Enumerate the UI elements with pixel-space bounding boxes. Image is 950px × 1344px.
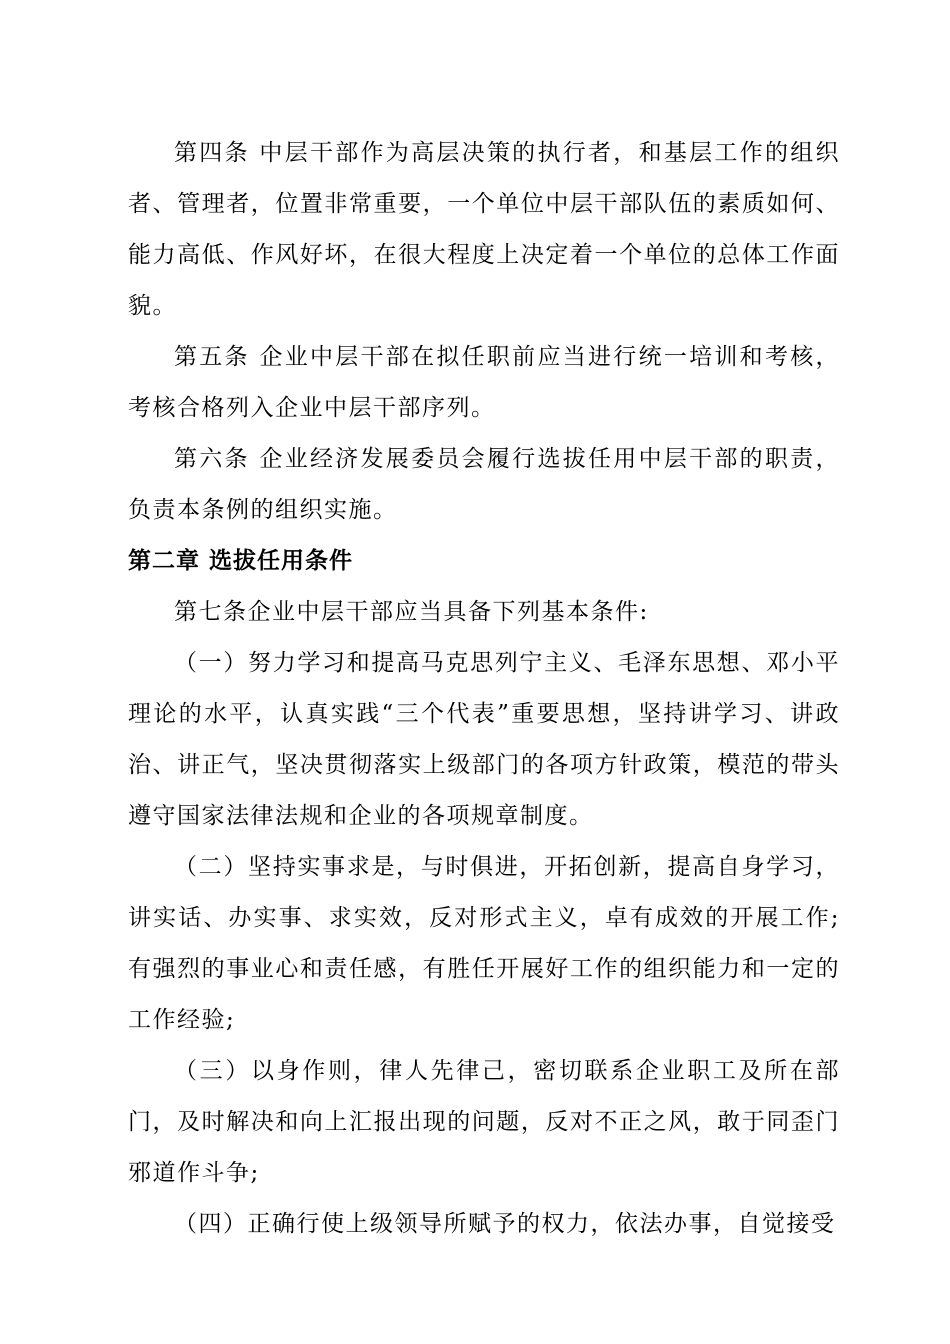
condition-1-paragraph: （一）努力学习和提高马克思列宁主义、毛泽东思想、邓小平理论的水平，认真实践“三个代表”重要思想，坚持讲学习、讲政治、讲正气，坚决贯彻落实上级部门的各项方针政策，模范的带头遵守国家法律法规和企业的各项规章制度。 [128,650,840,829]
document-body [128,128,840,1250]
condition-3-paragraph: （三）以身作则，律人先律己，密切联系企业职工及所在部门，及时解决和向上汇报出现的问题，反对不正之风，敢于同歪门邪道作斗争; [128,1058,840,1186]
condition-4-paragraph: （四）正确行使上级领导所赋予的权力，依法办事，自觉接受 [174,1211,836,1237]
article-6-paragraph: 第六条 企业经济发展委员会履行选拔任用中层干部的职责，负责本条例的组织实施。 [128,446,840,523]
article-5-paragraph: 第五条 企业中层干部在拟任职前应当进行统一培训和考核，考核合格列入企业中层干部序列。 [128,344,840,421]
article-7-paragraph: 第七条企业中层干部应当具备下列基本条件: [174,599,649,625]
condition-2-paragraph: （二）坚持实事求是，与时俱进，开拓创新，提高自身学习，讲实话、办实事、求实效，反对形式主义，卓有成效的开展工作; 有强烈的事业心和责任感，有胜任开展好工作的组织能力和一定的工作经验; [128,854,840,1033]
article-4-paragraph: 第四条 中层干部作为高层决策的执行者，和基层工作的组织者、管理者，位置非常重要，一个单位中层干部队伍的素质如何、能力高低、作风好坏，在很大程度上决定着一个单位的总体工作面貌。 [128,140,840,319]
chapter-heading: 第二章 选拔任用条件 [128,548,354,574]
